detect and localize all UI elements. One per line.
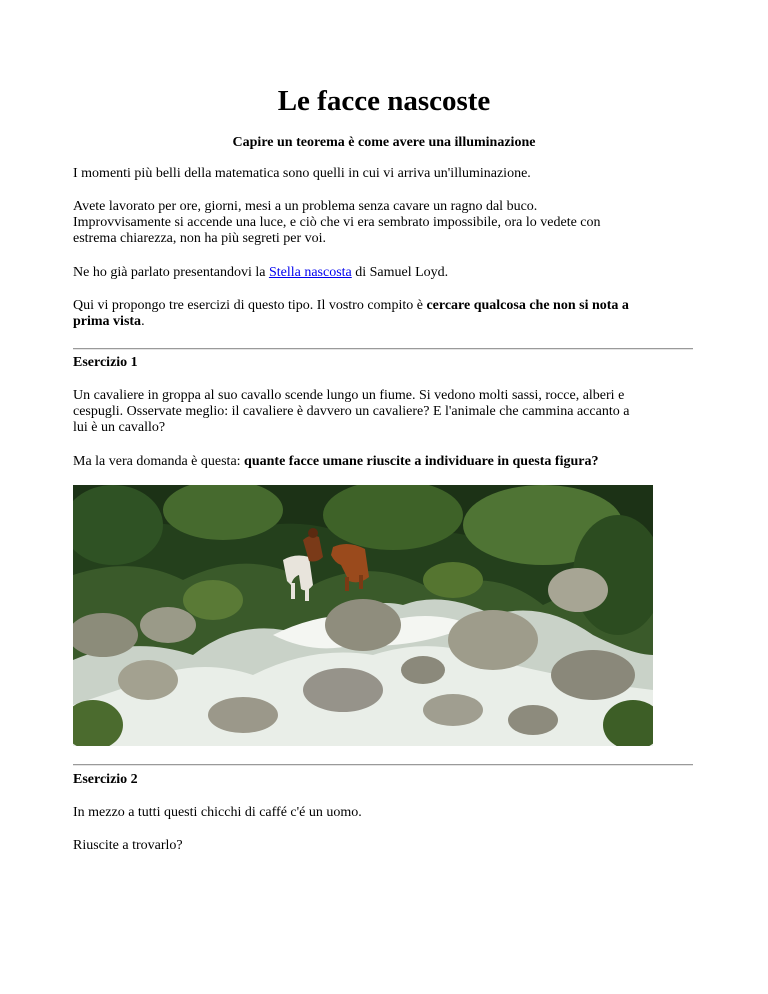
intro-paragraph-4 — [73, 298, 695, 330]
river-rider-painting — [73, 485, 653, 746]
exercise-1-description — [73, 388, 695, 436]
stella-nascosta-link[interactable]: Stella nascosta — [268, 265, 352, 280]
painting-illustration — [73, 485, 653, 746]
intro-p2-line2: Improvvisamente si accende una luce, e ciò che vi era sembrato impossibile, ora lo vedete con — [73, 215, 601, 230]
page-title: Le facce nascoste — [277, 85, 491, 117]
exercise-1-line3: lui è un cavallo? — [73, 420, 166, 435]
intro-p4-bold-2: prima vista — [73, 314, 142, 329]
intro-p4-before: Qui vi propongo tre esercizi di questo tipo. Il vostro compito è — [73, 298, 427, 313]
intro-paragraph-1: I momenti più belli della matematica sono quelli in cui vi arriva un'illuminazione. — [73, 166, 531, 181]
intro-p2-line3: estrema chiarezza, non ha più segreti per voi. — [73, 231, 327, 246]
section-divider-2 — [73, 764, 693, 766]
exercise-1-line2: cespugli. Osservate meglio: il cavaliere è davvero un cavaliere? E l'animale che cammina accanto a — [73, 404, 630, 419]
page-subtitle: Capire un teorema è come avere una illuminazione — [232, 135, 536, 150]
exercise-1-line1: Un cavaliere in groppa al suo cavallo scende lungo un fiume. Si vedono molti sassi, rocce, alberi e — [73, 388, 625, 403]
intro-paragraph-2 — [73, 199, 695, 247]
section-divider-1 — [73, 348, 693, 350]
exercise-1-heading: Esercizio 1 — [73, 355, 138, 370]
exercise-2-paragraph-1: In mezzo a tutti questi chicchi di caffé c'é un uomo. — [73, 805, 362, 820]
intro-p3-before: Ne ho già parlato presentandovi la — [73, 265, 269, 280]
exercise-1-question-bold: quante facce umane riuscite a individuare in questa figura? — [244, 454, 599, 469]
intro-p4-end: . — [141, 314, 145, 329]
intro-p4-bold-1: cercare qualcosa che non si nota a — [426, 298, 629, 313]
exercise-2-paragraph-2: Riuscite a trovarlo? — [73, 838, 183, 853]
exercise-1-question-before: Ma la vera domanda è questa: — [73, 454, 245, 469]
intro-p3-after: di Samuel Loyd. — [351, 265, 449, 280]
exercise-2-heading: Esercizio 2 — [73, 772, 138, 787]
intro-p2-line1: Avete lavorato per ore, giorni, mesi a un problema senza cavare un ragno dal buco. — [73, 199, 538, 214]
exercise-1-question — [73, 454, 695, 470]
intro-paragraph-3 — [73, 265, 695, 281]
